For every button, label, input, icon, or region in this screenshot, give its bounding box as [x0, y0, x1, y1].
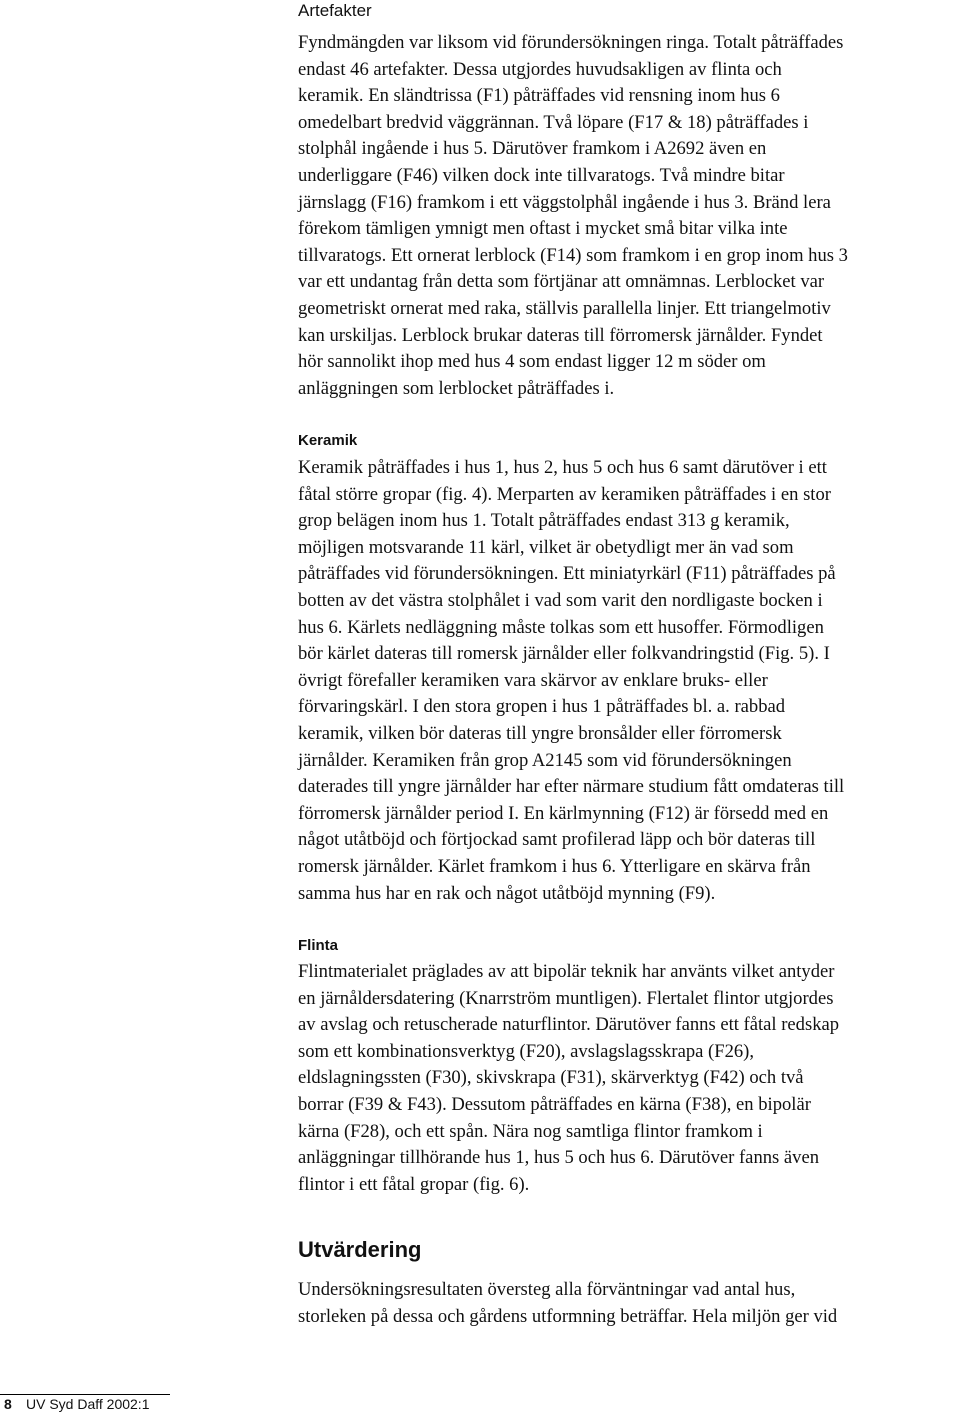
text-line: förekom tämligen ymnigt men oftast i mycket små bitar vilka inte [298, 218, 788, 240]
text-line: hus 6. Kärlets nedläggning måste tolkas som ett husoffer. Förmodligen [298, 616, 824, 638]
text-line: möjligen motsvarande 11 kärl, vilket är obetydligt mer än vad som [298, 536, 794, 558]
text-line: tillvaratogs. Ett ornerat lerblock (F14) som framkom i en grop inom hus 3 [298, 244, 848, 266]
text-line: samma hus har en rak och något utåtböjd mynning (F9). [298, 882, 716, 904]
text-line: kan urskiljas. Lerblock brukar dateras till förromersk järnålder. Fyndet [298, 324, 823, 346]
text-line: påträffades vid förundersökningen. Ett miniatyrkärl (F11) påträffades på [298, 563, 836, 585]
text-line: anläggningar tillhörande hus 1, hus 5 och hus 6. Därutöver fanns även [298, 1147, 820, 1169]
heading-flinta: Flinta [298, 937, 338, 954]
text-line: Flintmaterialet präglades av att bipolär teknik har använts vilket antyder [298, 961, 835, 982]
text-line: keramik, vilken bör dateras till yngre bronsålder eller förromersk [298, 722, 782, 744]
text-line: Fyndmängden var liksom vid förundersökningen ringa. Totalt påträffades [298, 32, 844, 53]
text-line: hör sannolikt ihop med hus 4 som endast ligger 12 m söder om [298, 351, 766, 373]
text-line: Undersökningsresultaten översteg alla förväntningar vad antal hus, [298, 1279, 796, 1300]
paragraph-utvardering [298, 1277, 958, 1330]
page-footer [0, 1394, 300, 1415]
text-line: var ett undantag från detta som förtjänar att omnämnas. Lerblocket var [298, 271, 825, 293]
text-line: av avslag och retuscherade naturflintor. Därutöver fanns ett fåtal redskap [298, 1014, 840, 1036]
text-line: borrar (F39 & F43). Dessutom påträffades en kärna (F38), en bipolär [298, 1093, 811, 1115]
text-line: en järnåldersdatering (Knarrström muntligen). Flertalet flintor utgjordes [298, 987, 834, 1009]
paragraph-artefakter [298, 30, 958, 402]
text-line: Keramik påträffades i hus 1, hus 2, hus 5 och hus 6 samt därutöver i ett [298, 457, 827, 478]
heading-utvardering: Utvärdering [298, 1237, 422, 1262]
heading-keramik: Keramik [298, 432, 358, 449]
page-number: 8 [4, 1396, 12, 1412]
text-line: endast 46 artefakter. Dessa utgjordes huvudsakligen av flinta och [298, 58, 782, 80]
text-line: underliggare (F46) vilken dock inte tillvaratogs. Två mindre bitar [298, 164, 785, 186]
text-line: stolphål ingående i hus 5. Därutöver framkom i A2692 även en [298, 138, 767, 160]
text-line: geometriskt ornerat med raka, ställvis parallella linjer. Ett triangelmotiv [298, 297, 831, 319]
publication-title: UV Syd Daff 2002:1 [26, 1396, 150, 1412]
text-line: övrigt förefaller keramiken vara skärvor av enklare bruks- eller [298, 669, 768, 691]
text-line: fåtal större gropar (fig. 4). Merparten av keramiken påträffades i en stor [298, 483, 831, 505]
text-line: som ett kombinationsverktyg (F20), avslagslagsskrapa (F26), [298, 1040, 755, 1062]
text-line: bör kärlet dateras till romersk järnålder eller folkvandringstid (Fig. 5). I [298, 643, 830, 665]
text-line: anläggningen som lerblocket påträffades i. [298, 377, 615, 399]
heading-artefakter: Artefakter [298, 1, 372, 20]
text-line: romersk järnålder. Kärlet framkom i hus 6. Ytterligare en skärva från [298, 855, 811, 877]
text-line: storleken på dessa och gårdens utformning beträffar. Hela miljön ger vid [298, 1305, 838, 1327]
text-line: keramik. En sländtrissa (F1) påträffades vid rensning inom hus 6 [298, 85, 780, 107]
text-line: flintor i ett fåtal gropar (fig. 6). [298, 1173, 530, 1195]
paragraph-keramik [298, 455, 958, 907]
text-line: daterades till yngre järnålder har efter närmare studium fått omdateras till [298, 776, 845, 798]
text-line: järnslagg (F16) framkom i ett väggstolphål ingående i hus 3. Bränd lera [298, 191, 831, 213]
text-line: förvaringskärl. I den stora gropen i hus 1 påträffades bl. a. rabbad [298, 696, 786, 718]
text-line: järnålder. Keramiken från grop A2145 som vid förundersökningen [298, 749, 792, 771]
text-line: grop belägen inom hus 1. Totalt påträffades endast 313 g keramik, [298, 510, 790, 532]
text-line: förromersk järnålder period I. En kärlmynning (F12) är försedd med en [298, 802, 829, 824]
text-line: kärna (F28), och ett spån. Nära nog samtliga flintor framkom i [298, 1120, 763, 1142]
text-line: omedelbart bredvid väggrännan. Två löpare (F17 & 18) påträffades i [298, 111, 809, 133]
text-line: något utåtböjd och förtjockad samt profilerad läpp och bör dateras till [298, 829, 816, 851]
paragraph-flinta [298, 959, 958, 1198]
text-line: eldslagningssten (F30), skivskrapa (F31), skärverktyg (F42) och två [298, 1067, 804, 1089]
text-line: botten av det västra stolphålet i vad som varit den nordligaste bocken i [298, 589, 823, 611]
footer-divider [0, 1394, 170, 1395]
